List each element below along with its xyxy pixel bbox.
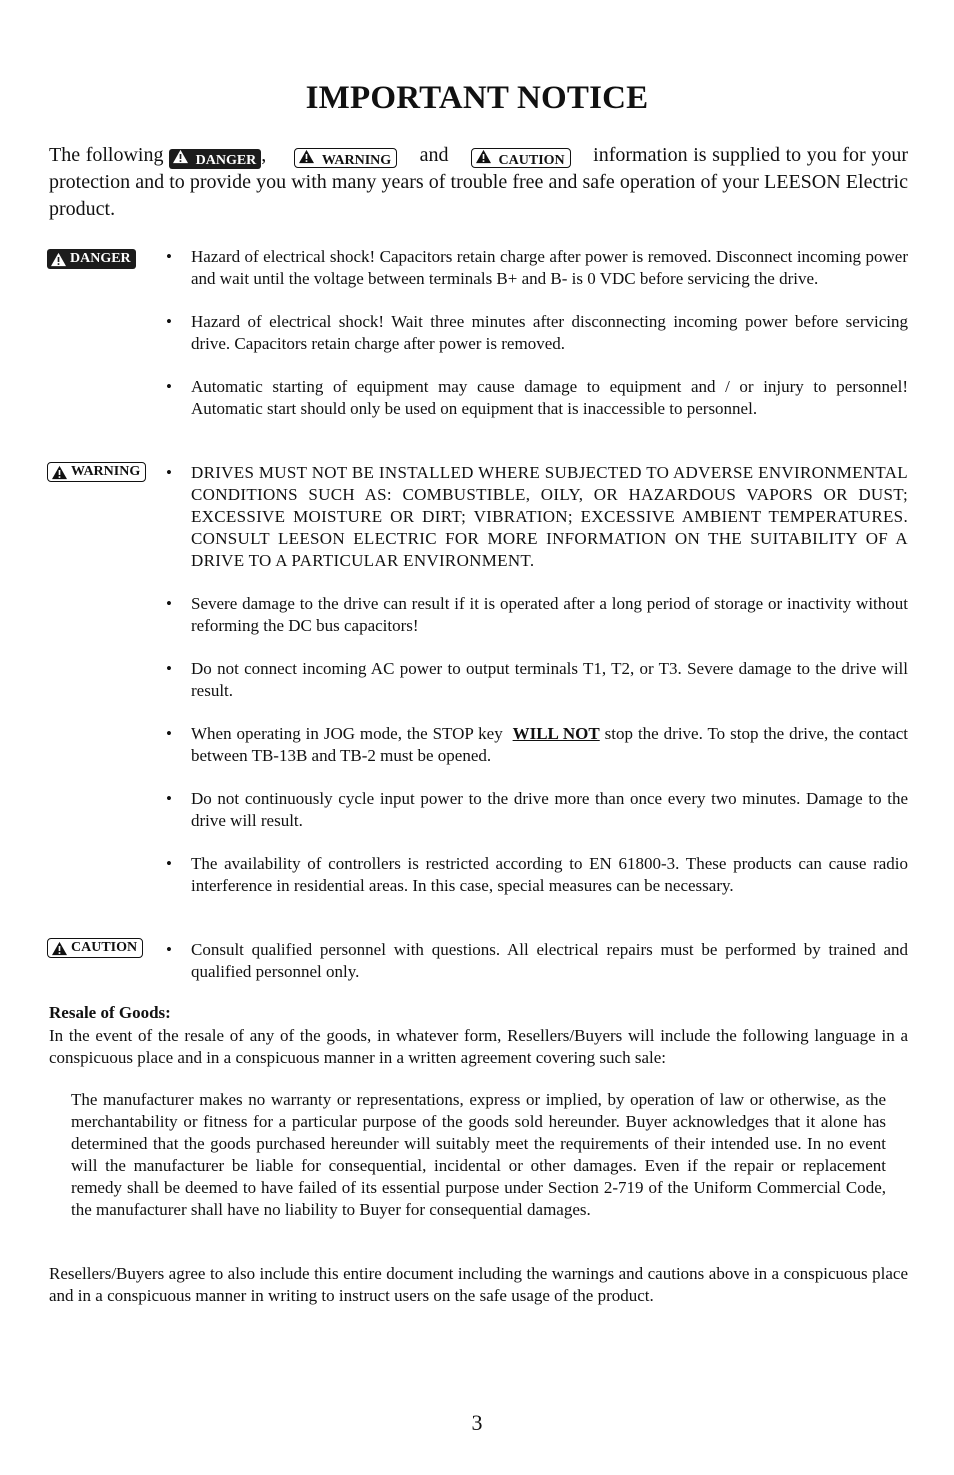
resale-paragraph-2: Resellers/Buyers agree to also include this entire document including the warnings and cautions above in a conspicuous place and in a conspicuous manner in writing to instruct users on the safe usage of the product.: [49, 1264, 908, 1305]
jog-text-after: stop the drive. To stop the drive, the contact between TB-13B and TB-2 must be opened.: [191, 724, 908, 765]
caution-list: [166, 939, 908, 983]
danger-badge: [169, 149, 261, 169]
intro-and: and: [419, 144, 449, 166]
resale-heading: Resale of Goods:: [49, 1003, 171, 1022]
list-item-text: Severe damage to the drive can result if it is operated after a long period of storage or inactivity without reforming the DC bus capacitors!: [191, 594, 908, 635]
list-item-text: Hazard of electrical shock! Wait three minutes after disconnecting incoming power before servicing drive. Capacitors retain charge after power is removed.: [191, 312, 908, 353]
list-item-text: Hazard of electrical shock! Capacitors retain charge after power is removed. Disconnect incoming power and wait until the voltage between terminals B+ and B- is 0 VDC before servicing the drive.: [191, 247, 908, 288]
caution-section-badge-label: CAUTION: [71, 940, 138, 955]
bullet: •: [166, 594, 172, 613]
warning-triangle-icon: [51, 941, 68, 956]
resale-paragraph-1: In the event of the resale of any of the goods, in whatever form, Resellers/Buyers will include the following language in a conspicuous place and in a conspicuous manner in a written agreement covering such sale:: [49, 1026, 908, 1067]
list-item: [166, 593, 908, 637]
list-item-text: The availability of controllers is restricted according to EN 61800-3. These products can cause radio interference in residential areas. In this case, special measures can be necessary.: [191, 854, 908, 895]
warning-triangle-icon: [475, 149, 492, 164]
page-title: IMPORTANT NOTICE: [305, 80, 649, 116]
warning-triangle-icon: [298, 149, 315, 164]
bullet: •: [166, 247, 172, 266]
list-item: [166, 723, 908, 767]
caution-badge: [471, 148, 571, 168]
list-item: [166, 462, 908, 572]
warning-list: [166, 462, 908, 897]
page-number: 3: [471, 1410, 483, 1435]
list-item: [166, 311, 908, 355]
list-item-text: Consult qualified personnel with questions. All electrical repairs must be performed by trained and qualified personnel only.: [191, 940, 908, 981]
list-item: [166, 853, 908, 897]
bullet: •: [166, 854, 172, 873]
jog-emphasis: WILL NOT: [512, 724, 600, 743]
bullet: •: [166, 377, 172, 396]
intro-lead: The following: [49, 144, 164, 166]
list-item: [166, 939, 908, 983]
list-item-text: Do not continuously cycle input power to the drive more than once every two minutes. Damage to the drive will result.: [191, 789, 908, 830]
danger-section-badge-label: DANGER: [70, 251, 131, 266]
jog-text-before: When operating in JOG mode, the STOP key: [191, 724, 508, 743]
list-item-text: Automatic starting of equipment may cause damage to equipment and / or injury to personnel! Automatic start should only be used on equipment that is inaccessible to personnel.: [191, 377, 908, 418]
warning-badge-label: WARNING: [321, 153, 392, 168]
list-item: [166, 658, 908, 702]
danger-section-badge: [47, 249, 136, 269]
list-item-text: [191, 724, 908, 765]
list-item: [166, 788, 908, 832]
danger-list: [166, 246, 908, 420]
intro-paragraph: [49, 142, 908, 223]
intro-rest: information is supplied to you for your protection and to provide you with many years of trouble free and safe operation of your LEESON Electric product.: [49, 144, 908, 220]
warning-section-badge-label: WARNING: [71, 464, 141, 479]
bullet: •: [166, 463, 173, 482]
resale-quote: The manufacturer makes no warranty or representations, express or implied, by operation of law or otherwise, as the merchantability or fitness for a particular purpose of the goods sold hereunder. Buyer acknowledges that it alone has determined that the goods purchased hereunder will suitably meet the requirements of their intended use. In no event will the manufacturer be liable for consequential, incidental or other damages. Even if the repair or replacement remedy shall be deemed to have failed of its essential purpose under Section 2-719 of the Uniform Commercial Code, the manufacturer shall have no liability to Buyer for consequential damages.: [71, 1090, 886, 1219]
warning-section-badge: [47, 462, 146, 482]
warning-triangle-icon: [50, 252, 67, 267]
caution-section-badge: [47, 938, 143, 958]
intro-comma: ,: [261, 144, 267, 166]
bullet: •: [166, 724, 172, 743]
list-item-text: DRIVES MUST NOT BE INSTALLED WHERE SUBJECTED TO ADVERSE ENVIRONMENTAL CONDITIONS SUCH AS: COMBUSTIBLE, OILY, OR HAZARDOUS VAPORS OR DUST; EXCESSIVE MOISTURE OR DIRT; VIBRATION; EXCESSIVE AMBIENT TEMPERATURES. CONSULT LEESON ELECTRIC FOR MORE INFORMATION ON THE SUITABILITY OF A DRIVE TO A PARTICULAR ENVIRONMENT.: [191, 463, 908, 570]
list-item: [166, 376, 908, 420]
caution-badge-label: CAUTION: [498, 153, 565, 168]
warning-triangle-icon: [172, 149, 189, 164]
bullet: •: [166, 789, 172, 808]
danger-badge-label: DANGER: [195, 153, 257, 168]
list-item-text: Do not connect incoming AC power to output terminals T1, T2, or T3. Severe damage to the drive will result.: [191, 659, 908, 700]
bullet: •: [166, 312, 172, 331]
warning-triangle-icon: [51, 465, 68, 480]
bullet: •: [166, 659, 172, 678]
list-item: [166, 246, 908, 290]
bullet: •: [166, 940, 172, 959]
warning-badge: [294, 148, 397, 168]
